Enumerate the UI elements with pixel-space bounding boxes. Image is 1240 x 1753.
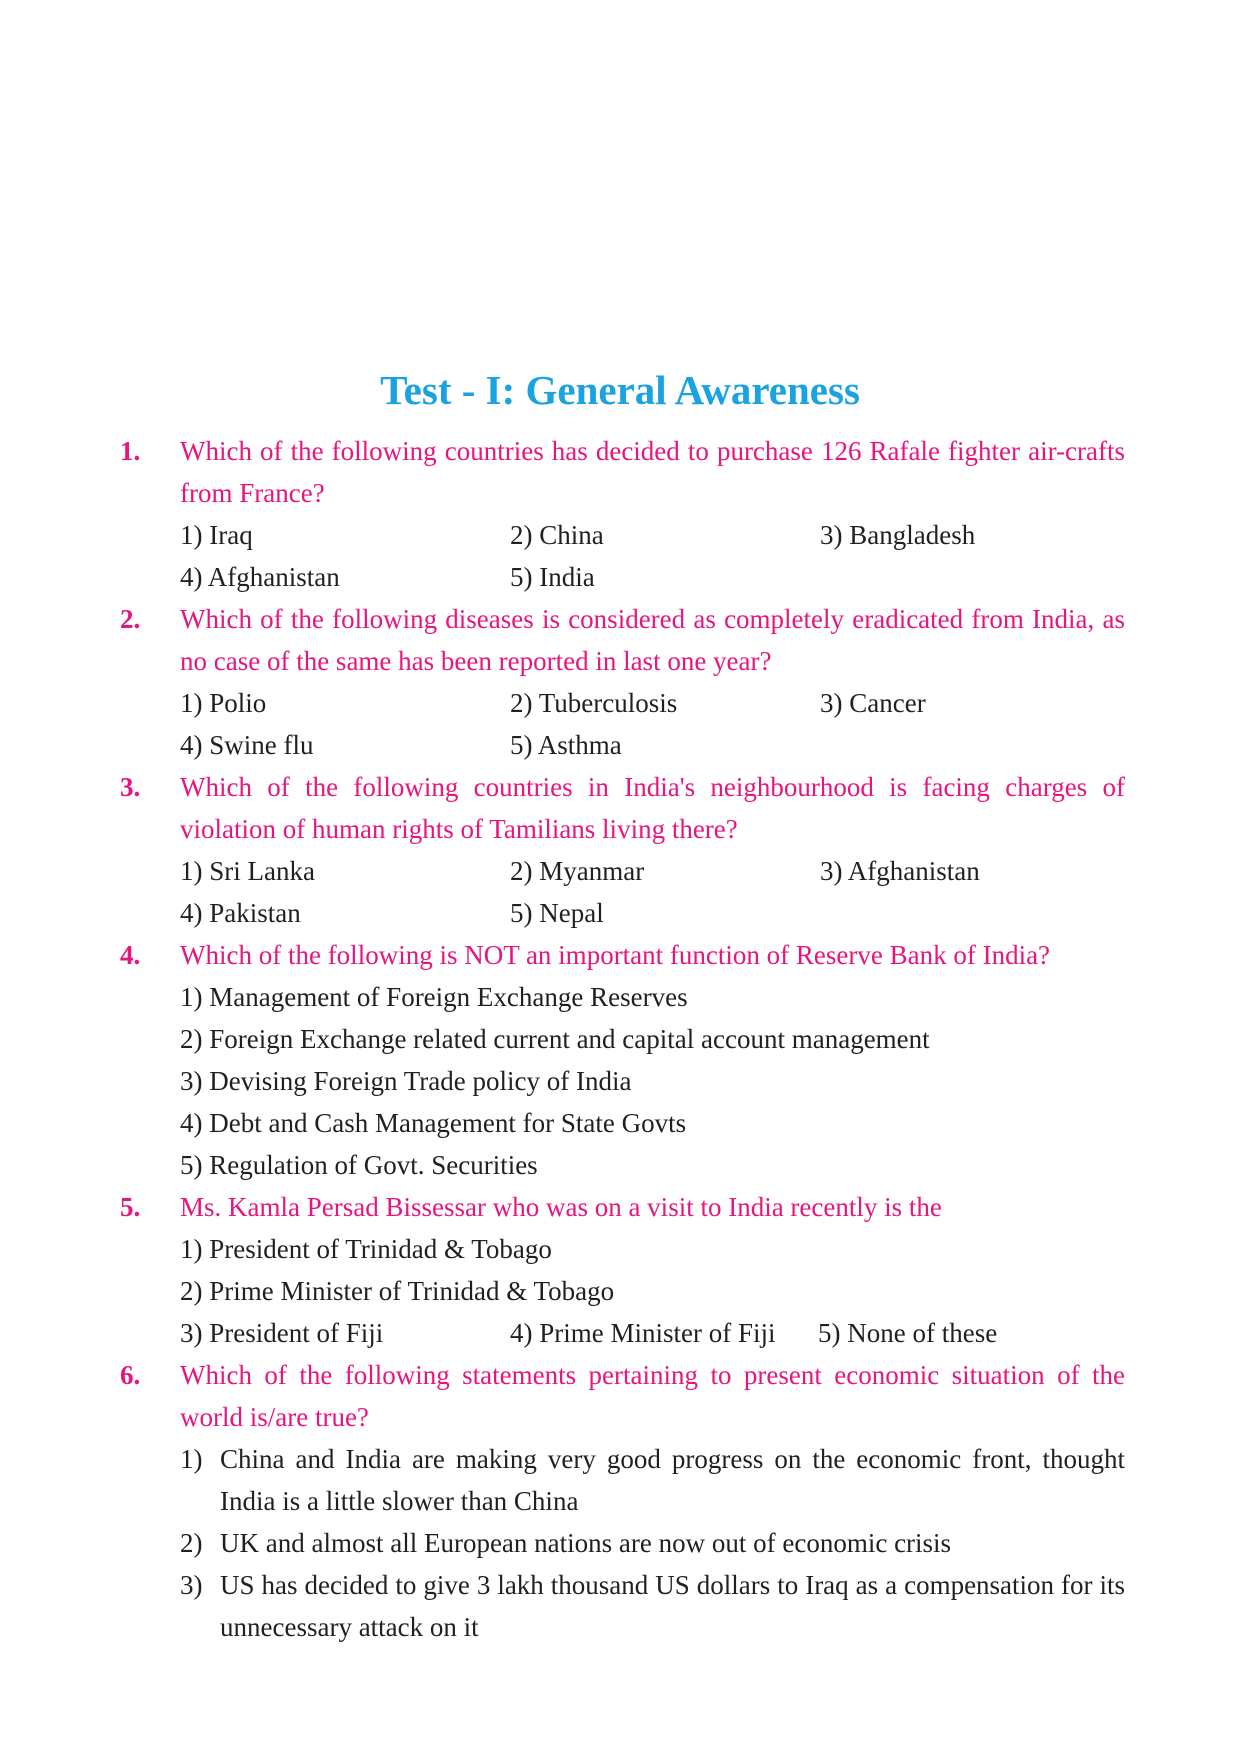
options	[180, 850, 1125, 934]
option-5: 5) Asthma	[510, 730, 622, 760]
statement-text: China and India are making very good progress on the economic front, thought India is a little slower than China	[220, 1444, 1125, 1516]
option-5: 5) Nepal	[510, 898, 604, 928]
options	[180, 514, 1125, 598]
statement-text: US has decided to give 3 lakh thousand US dollars to Iraq as a compensation for its unnecessary attack on it	[220, 1570, 1125, 1642]
statement-number: 1)	[180, 1444, 203, 1474]
options	[180, 1228, 1125, 1354]
option-4: 4) Afghanistan	[180, 562, 340, 592]
statement-1	[180, 1438, 1125, 1522]
option-4: 4) Prime Minister of Fiji	[510, 1318, 776, 1348]
question-4	[120, 934, 1125, 1186]
statement-3	[180, 1564, 1125, 1648]
question-text: Which of the following countries has decided to purchase 126 Rafale fighter air-crafts from France?	[180, 436, 1125, 508]
question-1	[120, 430, 1125, 598]
question-number: 2.	[120, 604, 141, 634]
option-2: 2) Prime Minister of Trinidad & Tobago	[180, 1276, 615, 1306]
option-3: 3) President of Fiji	[180, 1318, 384, 1348]
option-4: 4) Debt and Cash Management for State Govts	[180, 1108, 687, 1138]
options	[180, 682, 1125, 766]
option-1: 1) Management of Foreign Exchange Reserves	[180, 982, 688, 1012]
option-1: 1) Polio	[180, 688, 267, 718]
option-2: 2) Myanmar	[510, 856, 645, 886]
question-number: 1.	[120, 436, 141, 466]
question-2	[120, 598, 1125, 766]
options	[180, 1438, 1125, 1648]
question-number: 4.	[120, 940, 141, 970]
question-text: Which of the following statements pertaining to present economic situation of the world is/are true?	[180, 1360, 1125, 1432]
option-1: 1) Iraq	[180, 520, 253, 550]
option-5: 5) None of these	[818, 1318, 998, 1348]
option-4: 4) Swine flu	[180, 730, 314, 760]
option-1: 1) Sri Lanka	[180, 856, 315, 886]
option-2: 2) Foreign Exchange related current and capital account management	[180, 1024, 930, 1054]
question-text: Which of the following is NOT an important function of Reserve Bank of India?	[180, 940, 1051, 970]
option-3: 3) Cancer	[820, 688, 926, 718]
option-3: 3) Afghanistan	[820, 856, 980, 886]
option-5: 5) India	[510, 562, 595, 592]
options	[180, 976, 1125, 1186]
question-6	[120, 1354, 1125, 1648]
option-1: 1) President of Trinidad & Tobago	[180, 1234, 552, 1264]
question-text: Which of the following countries in India's neighbourhood is facing charges of violation of human rights of Tamilians living there?	[180, 772, 1125, 844]
option-3: 3) Devising Foreign Trade policy of India	[180, 1066, 632, 1096]
option-4: 4) Pakistan	[180, 898, 301, 928]
question-list	[120, 430, 1125, 1648]
question-number: 3.	[120, 772, 141, 802]
question-text: Ms. Kamla Persad Bissessar who was on a visit to India recently is the	[180, 1192, 942, 1222]
option-3: 3) Bangladesh	[820, 520, 976, 550]
question-number: 5.	[120, 1192, 141, 1222]
option-2: 2) Tuberculosis	[510, 688, 678, 718]
option-5: 5) Regulation of Govt. Securities	[180, 1150, 538, 1180]
question-5	[120, 1186, 1125, 1354]
statement-number: 3)	[180, 1570, 203, 1600]
question-3	[120, 766, 1125, 934]
statement-number: 2)	[180, 1528, 203, 1558]
question-text: Which of the following diseases is considered as completely eradicated from India, as no case of the same has been reported in last one year?	[180, 604, 1125, 676]
statement-text: UK and almost all European nations are now out of economic crisis	[220, 1528, 952, 1558]
page-title: Test - I: General Awareness	[380, 367, 860, 413]
option-2: 2) China	[510, 520, 604, 550]
question-number: 6.	[120, 1360, 141, 1390]
statement-2	[180, 1522, 1125, 1564]
